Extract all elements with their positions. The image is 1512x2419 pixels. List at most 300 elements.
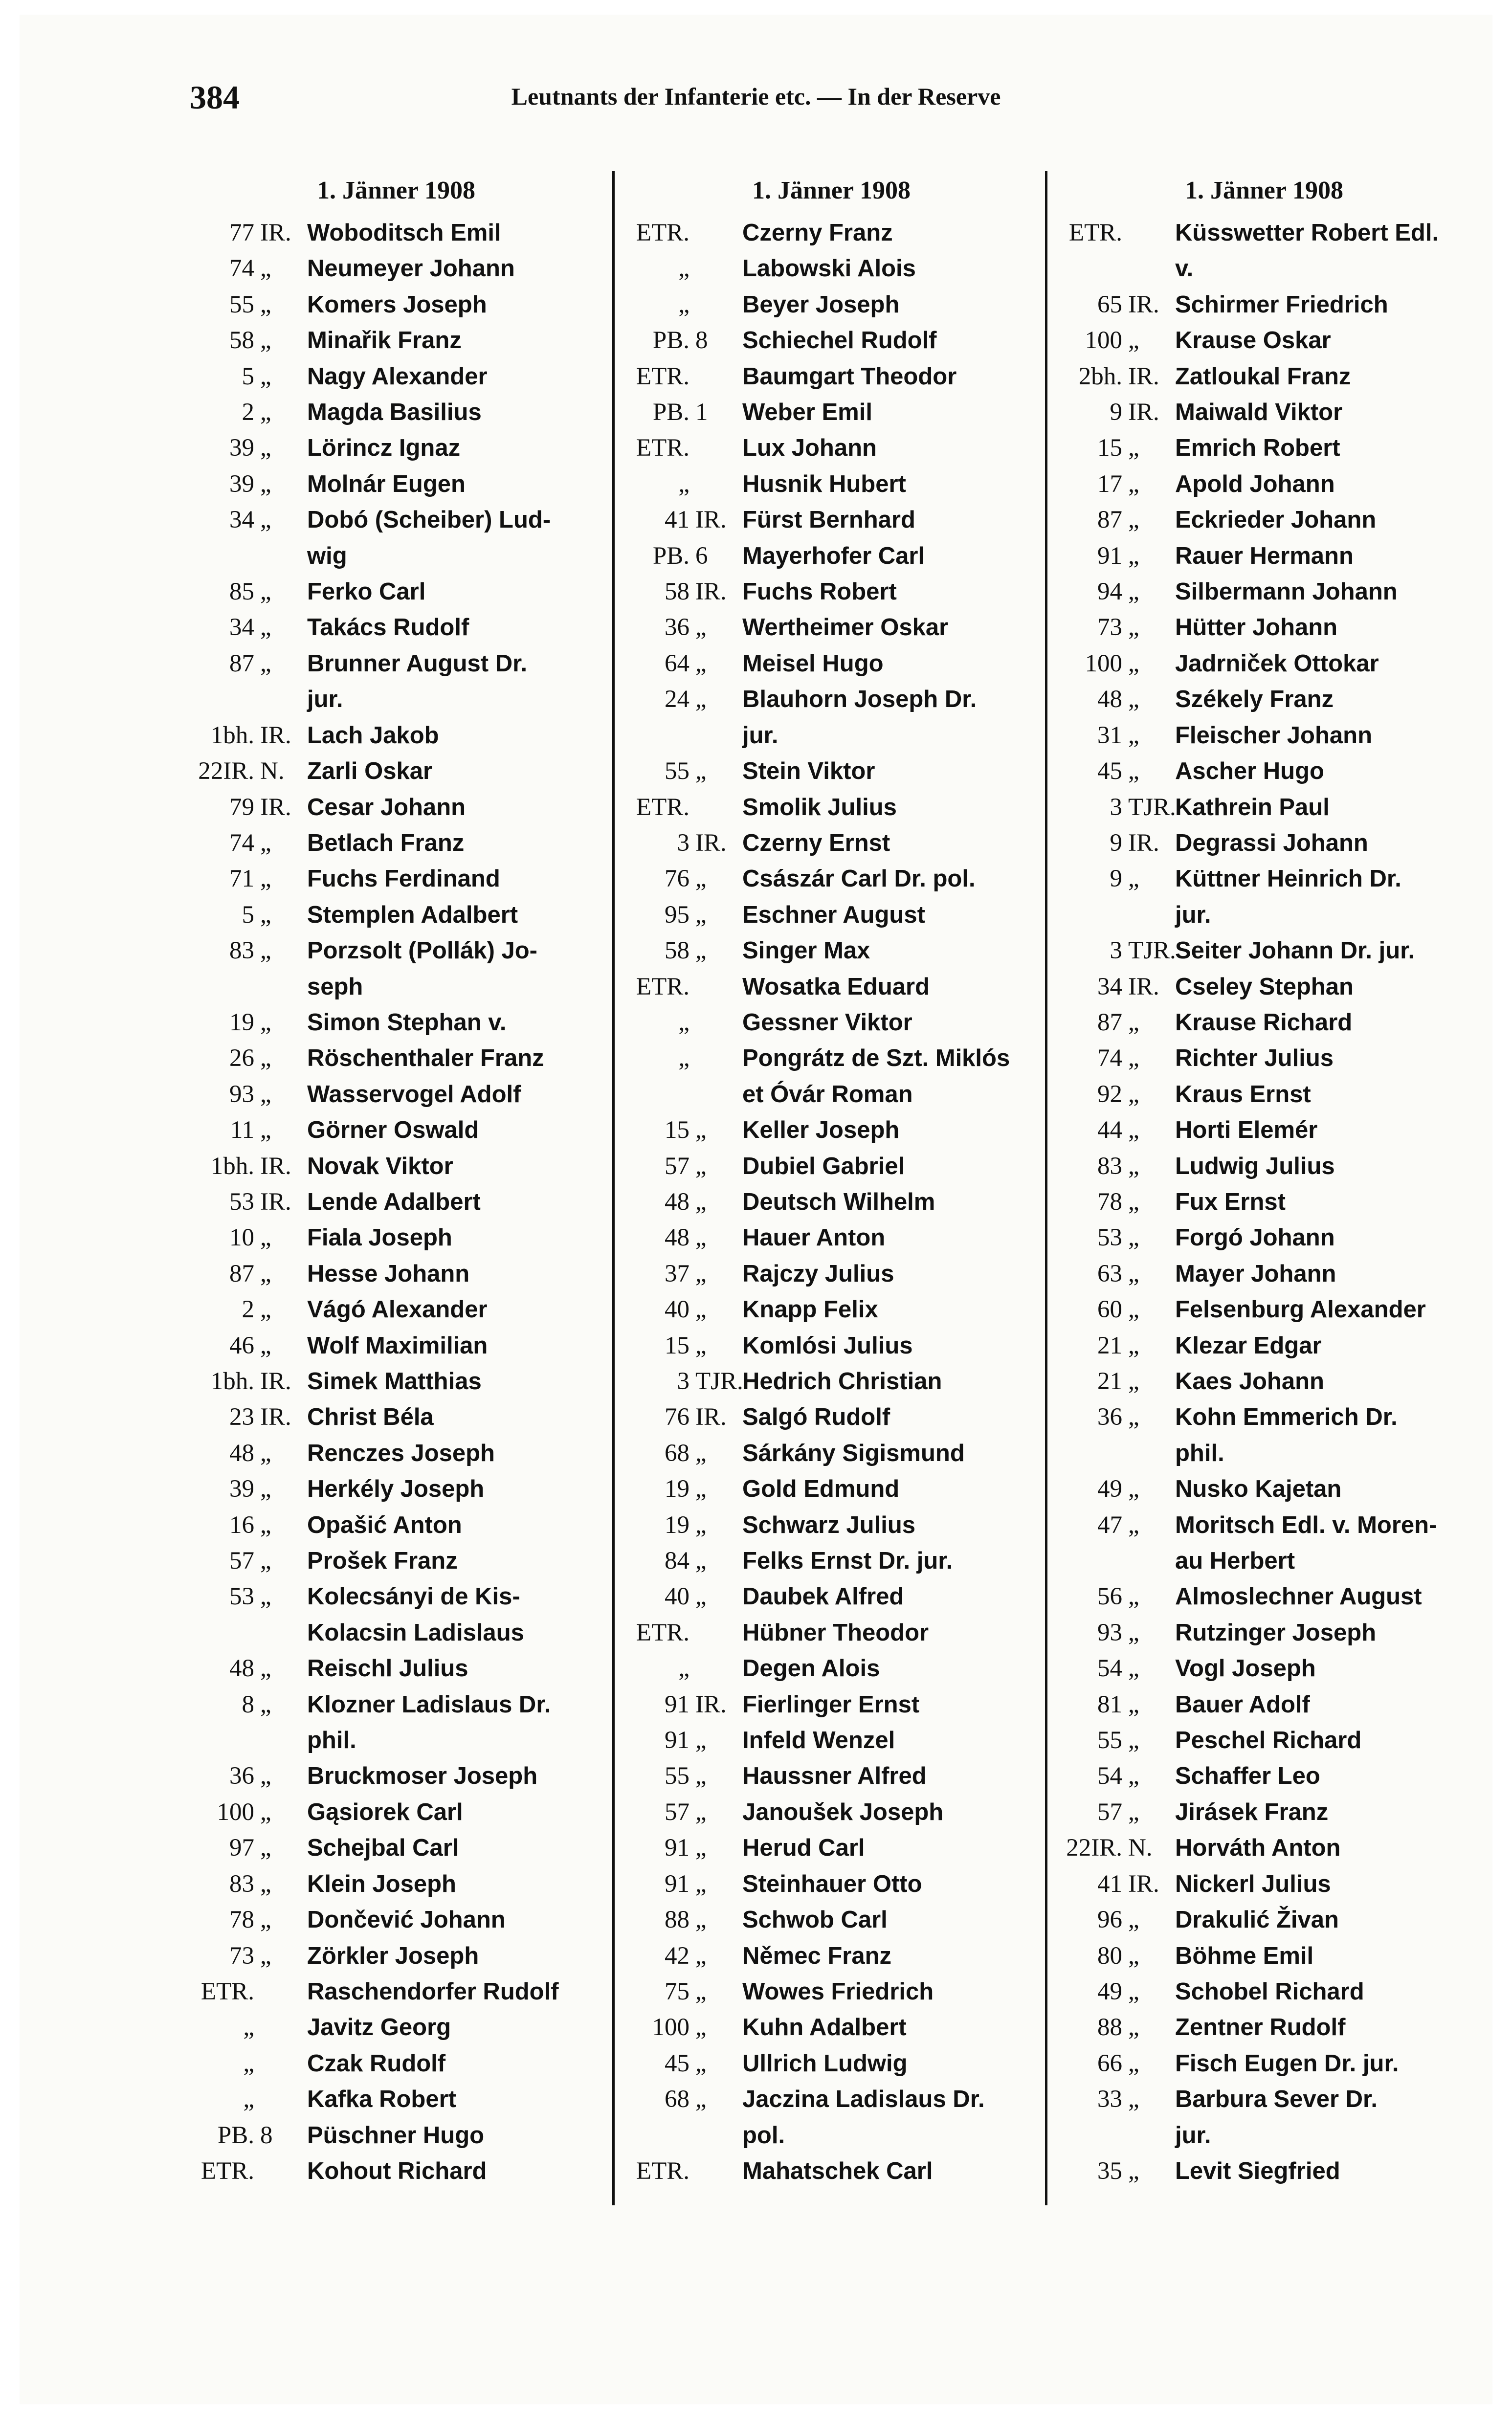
roster-entry — [626, 790, 1037, 825]
entry-name: seph — [307, 973, 363, 1000]
roster-entry — [191, 1005, 601, 1041]
entry-regiment-number: 100 — [1085, 649, 1122, 677]
entry-name: Singer Max — [742, 937, 870, 964]
entry-unit: „ — [1128, 1403, 1139, 1431]
entry-unit: IR. — [695, 578, 727, 606]
entry-unit: „ — [1128, 649, 1139, 677]
entry-unit: IR. — [695, 829, 727, 857]
entry-regiment-number: „ — [678, 255, 689, 283]
entry-regiment-number: PB. — [652, 542, 689, 570]
entry-regiment-number — [1059, 897, 1128, 933]
entry-unit: „ — [1128, 614, 1139, 642]
entry-regiment-number: 8 — [242, 1690, 254, 1718]
entry-name: Schiechel Rudolf — [742, 327, 937, 354]
roster-entry — [191, 1149, 601, 1184]
entry-unit: IR. — [260, 1368, 291, 1395]
roster-entry — [191, 1184, 601, 1220]
page-number: 384 — [190, 79, 240, 116]
entry-unit: „ — [1128, 506, 1139, 534]
entry-name: Wowes Friedrich — [742, 1978, 934, 2005]
roster-entry — [1059, 574, 1469, 610]
entry-name: Kolacsin Ladislaus — [307, 1619, 524, 1646]
entry-regiment-number: 76 — [665, 1403, 689, 1431]
entry-regiment-number: „ — [678, 1044, 689, 1072]
entry-unit — [695, 969, 742, 1005]
entry-unit: „ — [260, 1798, 271, 1826]
entry-regiment-number: 5 — [242, 901, 254, 929]
roster-entry — [1059, 790, 1469, 825]
entry-regiment-number: 23 — [229, 1403, 254, 1431]
entry-regiment-number: 41 — [1097, 1870, 1122, 1898]
entry-unit: „ — [695, 1260, 707, 1287]
roster-entry — [1059, 1974, 1469, 2010]
entry-unit: „ — [260, 578, 271, 606]
entry-unit: IR. — [260, 721, 291, 749]
entry-regiment-number: 54 — [1097, 1762, 1122, 1790]
entry-unit: „ — [695, 1511, 707, 1539]
entry-regiment-number — [1059, 1543, 1128, 1579]
roster-entry — [1059, 1615, 1469, 1651]
roster-entry — [191, 466, 601, 502]
entry-unit: „ — [260, 327, 271, 355]
entry-unit — [695, 2153, 742, 2189]
roster-entry — [1059, 1005, 1469, 1041]
entry-unit: N. — [260, 757, 285, 785]
entry-name: Lach Jakob — [307, 722, 439, 749]
roster-entry — [191, 1328, 601, 1364]
entry-regiment-number: 39 — [229, 470, 254, 498]
entry-unit: IR. — [260, 793, 291, 821]
entry-name: Raschendorfer Rudolf — [307, 1978, 559, 2005]
entry-regiment-number: 48 — [665, 1188, 689, 1216]
roster-entry — [626, 646, 1037, 682]
roster-entry — [626, 1938, 1037, 1974]
entry-name: Schwarz Julius — [742, 1511, 916, 1538]
entry-unit: „ — [260, 829, 271, 857]
entry-regiment-number: 41 — [665, 506, 689, 534]
entry-unit: „ — [1128, 578, 1139, 606]
roster-entry — [191, 897, 601, 933]
entry-unit — [1128, 251, 1175, 287]
entry-name: Mayerhofer Carl — [742, 542, 925, 569]
entry-unit: „ — [260, 614, 271, 642]
entry-unit: IR. — [695, 1690, 727, 1718]
roster-entry — [1059, 1399, 1469, 1435]
entry-name: Komers Joseph — [307, 291, 487, 318]
entry-name: Wolf Maximilian — [307, 1332, 488, 1359]
entry-unit — [260, 2153, 307, 2189]
roster-entry — [1059, 1041, 1469, 1076]
entry-regiment-number: 94 — [1097, 578, 1122, 606]
roster-entry — [626, 2082, 1037, 2117]
roster-entry — [191, 1938, 601, 1974]
roster-entry — [1059, 1471, 1469, 1507]
entry-unit — [260, 682, 307, 717]
entry-regiment-number: 91 — [665, 1690, 689, 1718]
entry-regiment-number: 53 — [229, 1188, 254, 1216]
entry-name: Fiala Joseph — [307, 1224, 452, 1251]
roster-entry — [626, 682, 1037, 717]
entry-name: Stein Viktor — [742, 758, 875, 785]
entry-regiment-number: 74 — [229, 255, 254, 283]
entry-unit: „ — [1128, 327, 1139, 355]
entry-regiment-number — [191, 682, 260, 717]
entry-regiment-number — [626, 2118, 695, 2153]
entry-name: Czak Rudolf — [307, 2050, 446, 2077]
roster-entry — [1059, 1292, 1469, 1328]
entry-name: Hübner Theodor — [742, 1619, 929, 1646]
entry-name: Gold Edmund — [742, 1476, 900, 1503]
entry-unit: „ — [1128, 1619, 1139, 1646]
entry-regiment-number: ETR. — [200, 1977, 254, 2005]
entry-name: Kohout Richard — [307, 2157, 487, 2184]
entry-unit: „ — [260, 1080, 271, 1108]
entry-unit: „ — [695, 1152, 707, 1180]
entry-name: Felsenburg Alexander — [1175, 1296, 1426, 1323]
entry-regiment-number: 74 — [229, 829, 254, 857]
entry-regiment-number — [191, 538, 260, 574]
entry-unit: „ — [260, 1655, 271, 1683]
entry-regiment-number: 5 — [242, 362, 254, 390]
entry-unit — [695, 251, 742, 287]
entry-regiment-number: 3 — [1110, 793, 1122, 821]
entry-unit: „ — [260, 649, 271, 677]
entry-unit: „ — [260, 1475, 271, 1503]
roster-entry — [1059, 1687, 1469, 1723]
entry-name: Küttner Heinrich Dr. — [1175, 866, 1401, 892]
entry-regiment-number: 35 — [1097, 2157, 1122, 2185]
roster-entry — [1059, 251, 1469, 287]
entry-unit: „ — [1128, 2014, 1139, 2042]
roster-entry — [626, 1687, 1037, 1723]
entry-name: Forgó Johann — [1175, 1224, 1335, 1251]
entry-name: Fierlinger Ernst — [742, 1691, 920, 1718]
roster-entry — [626, 1436, 1037, 1471]
roster-entry — [1059, 1723, 1469, 1758]
column-divider — [612, 171, 615, 2205]
roster-entry — [626, 1795, 1037, 1830]
entry-regiment-number: 83 — [1097, 1152, 1122, 1180]
entry-name: Rutzinger Joseph — [1175, 1619, 1377, 1646]
entry-name: jur. — [307, 686, 343, 713]
entry-unit — [695, 1651, 742, 1687]
entry-name: Peschel Richard — [1175, 1727, 1362, 1754]
entry-regiment-number: 87 — [229, 1260, 254, 1287]
entry-unit: IR. — [695, 1403, 727, 1431]
entry-unit: TJR. — [1128, 937, 1176, 965]
entry-regiment-number: 91 — [1097, 542, 1122, 570]
entry-unit — [260, 1974, 307, 2010]
entry-unit: 6 — [695, 542, 708, 570]
roster-entry — [191, 933, 601, 969]
entry-name: Opašić Anton — [307, 1511, 462, 1538]
entry-regiment-number — [191, 1615, 260, 1651]
entry-regiment-number: 53 — [229, 1583, 254, 1611]
entry-name: Němec Franz — [742, 1942, 892, 1969]
roster-entry — [1059, 1220, 1469, 1256]
column-heading: 1. Jänner 1908 — [1184, 177, 1344, 204]
entry-regiment-number: 87 — [1097, 506, 1122, 534]
roster-entry — [626, 933, 1037, 969]
entry-regiment-number: PB. — [217, 2121, 254, 2149]
entry-name: Ferko Carl — [307, 578, 426, 605]
entry-name: Nagy Alexander — [307, 363, 488, 390]
entry-unit: „ — [695, 1475, 707, 1503]
entry-unit: „ — [1128, 1152, 1139, 1180]
roster-entry — [191, 969, 601, 1005]
entry-name: Beyer Joseph — [742, 291, 900, 318]
roster-entry — [191, 1471, 601, 1507]
roster-entry — [626, 1543, 1037, 1579]
entry-name: Eschner August — [742, 901, 925, 928]
entry-unit: „ — [695, 1583, 707, 1611]
roster-entry — [626, 323, 1037, 358]
entry-name: Horti Elemér — [1175, 1117, 1318, 1144]
entry-unit: 8 — [695, 327, 708, 355]
entry-name: phil. — [307, 1727, 356, 1754]
roster-entry — [1059, 897, 1469, 933]
roster-entry — [191, 1902, 601, 1938]
entry-name: Böhme Emil — [1175, 1942, 1314, 1969]
entry-regiment-number: 100 — [1085, 327, 1122, 355]
roster-entry — [191, 574, 601, 610]
roster-entry — [191, 1292, 601, 1328]
entry-regiment-number: PB. — [652, 399, 689, 426]
entry-name: Lux Johann — [742, 435, 877, 462]
entry-unit: „ — [1128, 686, 1139, 713]
entry-unit: „ — [1128, 1260, 1139, 1287]
roster-entry — [191, 1866, 601, 1902]
entry-unit: IR. — [695, 506, 727, 534]
entry-name: Zatloukal Franz — [1175, 363, 1351, 390]
entry-regiment-number: 21 — [1097, 1368, 1122, 1395]
entry-name: au Herbert — [1175, 1548, 1295, 1575]
entry-name: Mahatschek Carl — [742, 2157, 933, 2184]
entry-regiment-number: 19 — [665, 1475, 689, 1503]
entry-name: Kraus Ernst — [1175, 1081, 1311, 1108]
roster-entry — [1059, 430, 1469, 466]
entry-unit: „ — [695, 757, 707, 785]
roster-entry — [626, 287, 1037, 323]
entry-unit: „ — [695, 2014, 707, 2042]
entry-regiment-number — [191, 1723, 260, 1758]
entry-regiment-number: 46 — [229, 1332, 254, 1359]
roster-entry — [1059, 2010, 1469, 2045]
entry-name: Kolecsányi de Kis- — [307, 1583, 520, 1610]
entry-unit: „ — [260, 1762, 271, 1790]
entry-name: Fürst Bernhard — [742, 507, 915, 533]
roster-entry — [626, 1974, 1037, 2010]
entry-name: Labowski Alois — [742, 255, 916, 282]
entry-regiment-number: 93 — [1097, 1619, 1122, 1646]
entry-regiment-number: 26 — [229, 1044, 254, 1072]
entry-name: Brunner August Dr. — [307, 650, 528, 677]
entry-unit: „ — [1128, 542, 1139, 570]
entry-name: Maiwald Viktor — [1175, 399, 1343, 426]
entry-name: jur. — [1175, 2122, 1211, 2149]
entry-regiment-number — [191, 969, 260, 1005]
roster-entry — [1059, 2082, 1469, 2117]
roster-entry — [626, 2010, 1037, 2045]
entry-regiment-number: 21 — [1097, 1332, 1122, 1359]
entry-name: Czerny Ernst — [742, 829, 890, 856]
entry-regiment-number: 55 — [229, 290, 254, 318]
column-heading: 1. Jänner 1908 — [316, 177, 476, 204]
entry-name: Deutsch Wilhelm — [742, 1188, 935, 1215]
entry-name: Lende Adalbert — [307, 1188, 481, 1215]
roster-entry — [626, 1364, 1037, 1399]
entry-regiment-number: „ — [678, 290, 689, 318]
entry-regiment-number: 91 — [665, 1870, 689, 1898]
entry-name: Klezar Edgar — [1175, 1332, 1322, 1359]
entry-unit — [695, 287, 742, 323]
entry-name: Fux Ernst — [1175, 1188, 1286, 1215]
entry-name: jur. — [1175, 901, 1211, 928]
entry-unit: „ — [695, 686, 707, 713]
entry-name: Klozner Ladislaus Dr. — [307, 1691, 551, 1718]
entry-name: Fuchs Robert — [742, 578, 897, 605]
roster-entry — [1059, 2153, 1469, 2189]
entry-regiment-number: 55 — [665, 1762, 689, 1790]
roster-entry — [1059, 538, 1469, 574]
roster-entry — [626, 1830, 1037, 1866]
roster-entry — [191, 2010, 601, 2045]
entry-unit: „ — [260, 865, 271, 893]
entry-regiment-number: 44 — [1097, 1116, 1122, 1144]
entry-regiment-number: „ — [243, 2086, 254, 2113]
entry-name: Herkély Joseph — [307, 1476, 485, 1503]
entry-unit: „ — [1128, 1798, 1139, 1826]
entry-name: Keller Joseph — [742, 1117, 900, 1144]
roster-entry — [626, 1615, 1037, 1651]
entry-name: Székely Franz — [1175, 686, 1334, 713]
roster-entry — [191, 682, 601, 717]
entry-regiment-number: 34 — [229, 614, 254, 642]
entry-name: Minařik Franz — [307, 327, 462, 354]
entry-name: Kaes Johann — [1175, 1368, 1324, 1395]
entry-name: Christ Béla — [307, 1404, 434, 1431]
roster-entry — [626, 969, 1037, 1005]
entry-unit: IR. — [260, 1403, 291, 1431]
entry-regiment-number — [626, 1077, 695, 1112]
roster-entry — [626, 1184, 1037, 1220]
roster-entry — [191, 323, 601, 358]
entry-name: Haussner Alfred — [742, 1763, 927, 1790]
roster-entry — [191, 1077, 601, 1112]
entry-regiment-number: 2 — [242, 1296, 254, 1324]
entry-name: Sárkány Sigismund — [742, 1440, 965, 1466]
roster-entry — [626, 1041, 1037, 1076]
entry-regiment-number: 57 — [665, 1152, 689, 1180]
entry-regiment-number: 64 — [665, 649, 689, 677]
roster-entry — [191, 538, 601, 574]
entry-unit: „ — [1128, 470, 1139, 498]
roster-entry — [626, 1723, 1037, 1758]
entry-name: Neumeyer Johann — [307, 255, 515, 282]
entry-unit — [260, 969, 307, 1005]
entry-name: Daubek Alfred — [742, 1583, 904, 1610]
entry-name: phil. — [1175, 1440, 1224, 1466]
entry-name: Klein Joseph — [307, 1870, 456, 1897]
entry-unit: „ — [695, 901, 707, 929]
entry-name: Takács Rudolf — [307, 614, 469, 641]
roster-entry — [626, 1005, 1037, 1041]
entry-name: Kathrein Paul — [1175, 794, 1330, 821]
roster-entry — [626, 610, 1037, 645]
entry-regiment-number: 48 — [229, 1655, 254, 1683]
entry-unit — [695, 718, 742, 754]
entry-name: Novak Viktor — [307, 1153, 453, 1179]
roster-entry — [191, 287, 601, 323]
roster-entry — [191, 790, 601, 825]
roster-entry — [191, 1795, 601, 1830]
entry-name: Vágó Alexander — [307, 1296, 488, 1323]
entry-unit: „ — [260, 1547, 271, 1575]
entry-regiment-number: 24 — [665, 686, 689, 713]
entry-name: Krause Richard — [1175, 1009, 1353, 1036]
entry-regiment-number: 58 — [665, 937, 689, 965]
entry-name: wig — [307, 542, 347, 569]
entry-regiment-number: PB. — [652, 327, 689, 355]
roster-entry — [191, 251, 601, 287]
entry-name: Barbura Sever Dr. — [1175, 2086, 1378, 2113]
column-2 — [626, 166, 1037, 2189]
entry-unit: TJR. — [695, 1368, 743, 1395]
entry-regiment-number: 75 — [665, 1977, 689, 2005]
entry-name: Apold Johann — [1175, 470, 1335, 497]
entry-regiment-number — [1059, 1436, 1128, 1471]
entry-name: Hedrich Christian — [742, 1368, 942, 1395]
entry-regiment-number: 58 — [229, 327, 254, 355]
entry-name: Reischl Julius — [307, 1655, 468, 1682]
entry-regiment-number: ETR. — [200, 2157, 254, 2185]
entry-name: Jirásek Franz — [1175, 1798, 1329, 1825]
entry-unit: „ — [695, 2086, 707, 2113]
entry-unit: „ — [695, 1296, 707, 1324]
entry-name: Hesse Johann — [307, 1260, 470, 1287]
entry-unit: „ — [260, 1906, 271, 1934]
entry-regiment-number: 40 — [665, 1296, 689, 1324]
entry-name: Vogl Joseph — [1175, 1655, 1316, 1682]
entry-regiment-number: 15 — [665, 1332, 689, 1359]
entry-unit: TJR. — [1128, 793, 1176, 821]
entry-name: Stemplen Adalbert — [307, 901, 518, 928]
entry-name: Dobó (Scheiber) Lud- — [307, 507, 551, 533]
entry-regiment-number: 3 — [1110, 937, 1122, 965]
entry-unit: N. — [1128, 1834, 1153, 1862]
entry-name: Gessner Viktor — [742, 1009, 912, 1036]
entry-regiment-number: 83 — [229, 937, 254, 965]
entry-name: Eckrieder Johann — [1175, 507, 1377, 533]
roster-entry — [191, 1687, 601, 1723]
entry-unit: „ — [1128, 1008, 1139, 1036]
entry-regiment-number: 3 — [677, 829, 689, 857]
entry-unit: „ — [1128, 1727, 1139, 1754]
entry-unit: „ — [260, 1260, 271, 1287]
entry-regiment-number: 33 — [1097, 2086, 1122, 2113]
roster-entry — [1059, 610, 1469, 645]
entry-unit: „ — [260, 1870, 271, 1898]
entry-name: Schirmer Friedrich — [1175, 291, 1388, 318]
roster-entry — [191, 502, 601, 538]
roster-entry — [191, 2082, 601, 2117]
entry-unit — [260, 1723, 307, 1758]
entry-regiment-number: 36 — [1097, 1403, 1122, 1431]
entry-name: v. — [1175, 255, 1194, 282]
roster-entry — [1059, 1651, 1469, 1687]
entry-unit: „ — [260, 937, 271, 965]
entry-regiment-number: 93 — [229, 1080, 254, 1108]
